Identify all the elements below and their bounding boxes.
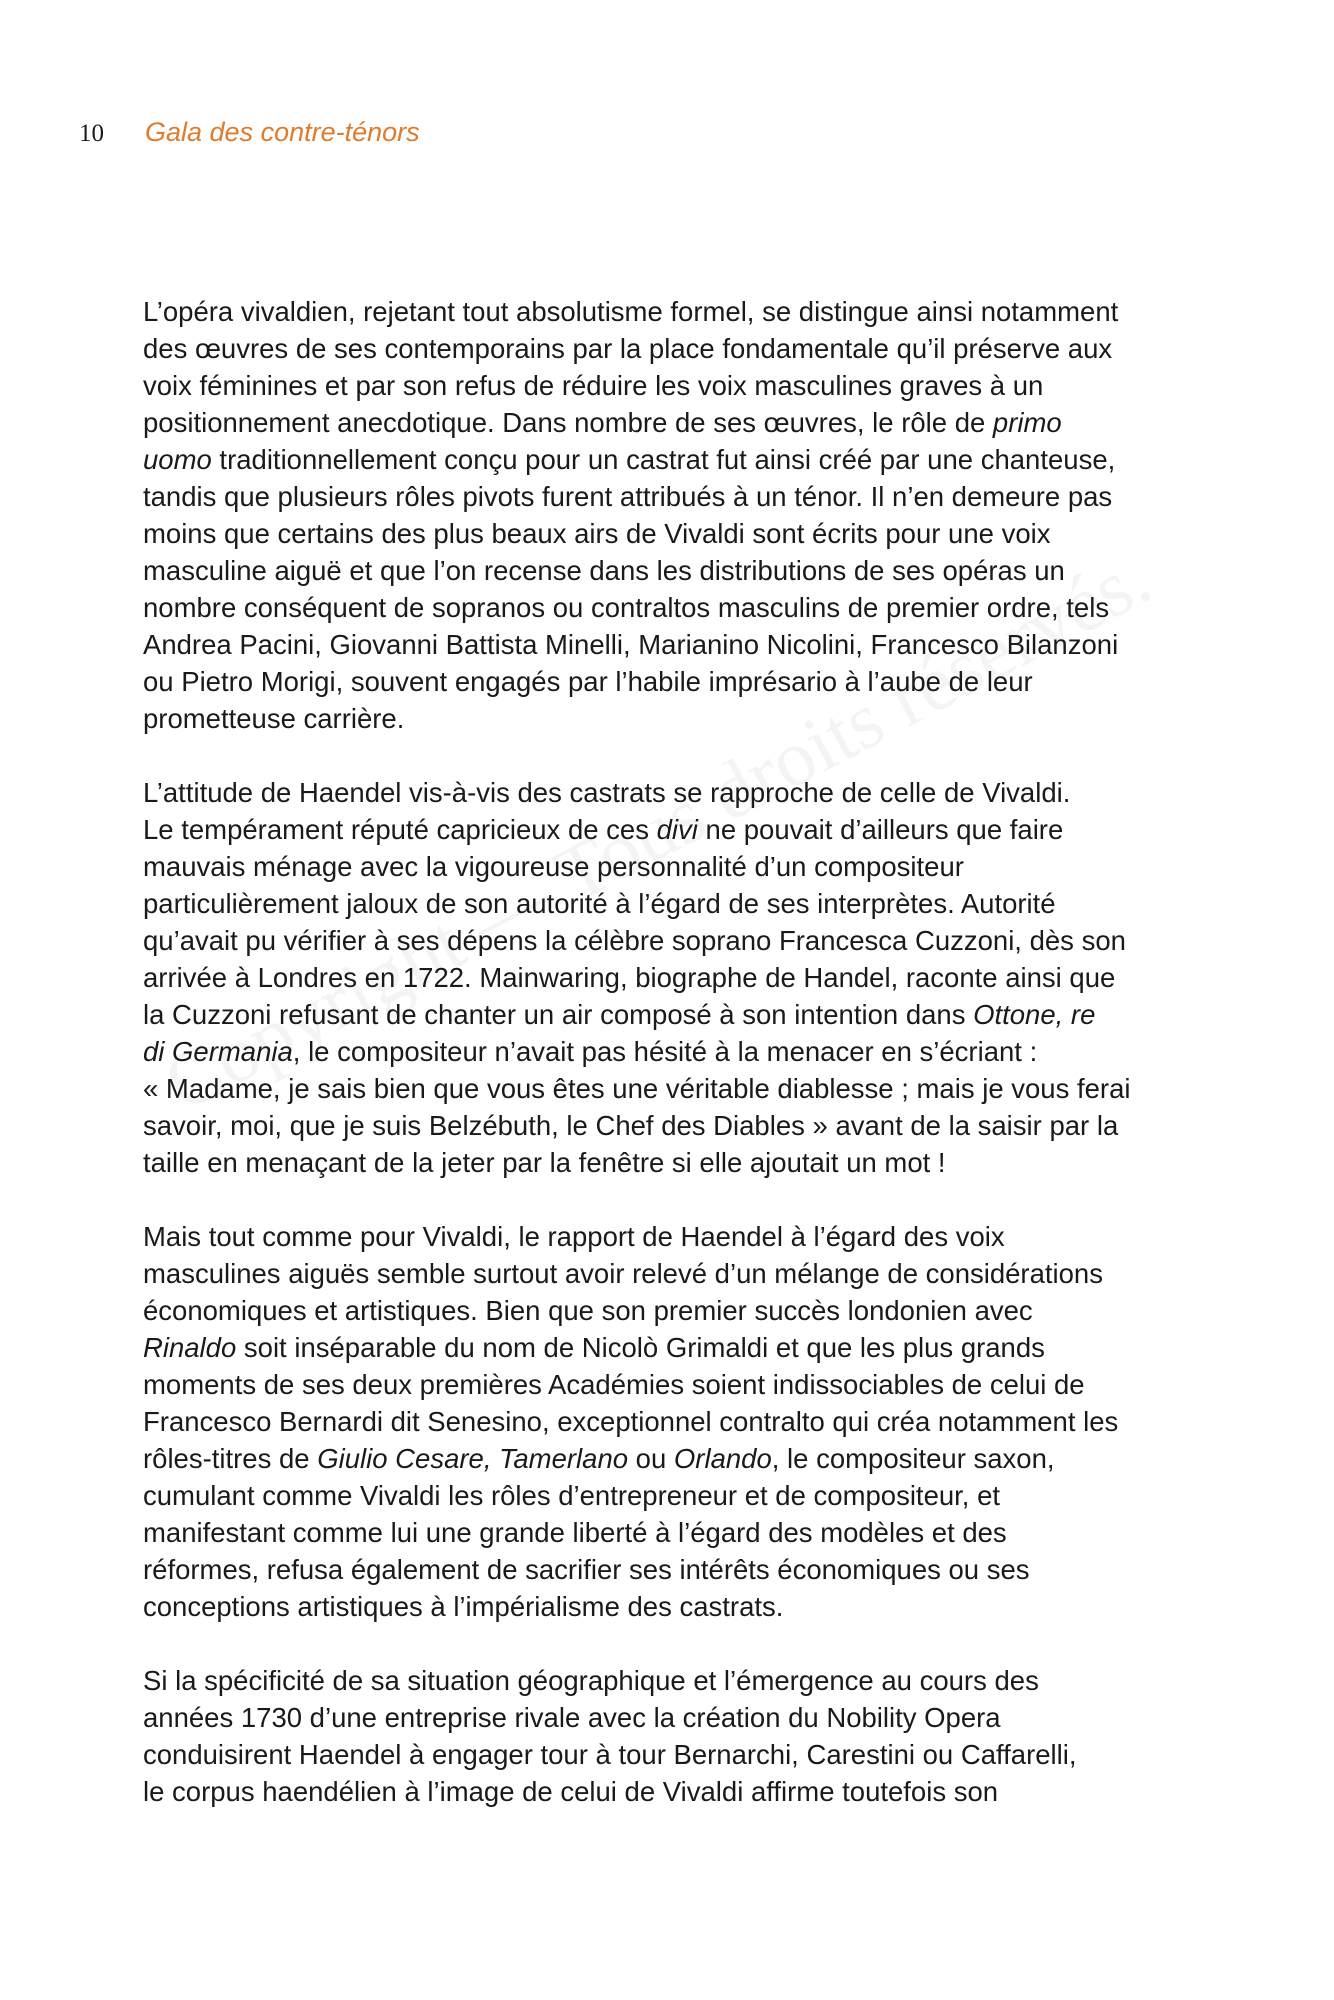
text-run: nombre conséquent de sopranos ou contraltos masculins de premier ordre, tels	[143, 592, 1110, 623]
body-text	[143, 293, 1193, 1847]
text-run: moins que certains des plus beaux airs de Vivaldi sont écrits pour une voix	[143, 518, 1051, 549]
text-line	[143, 1403, 1193, 1440]
text-run: la Cuzzoni refusant de chanter un air composé à son intention dans	[143, 999, 974, 1030]
text-run: années 1730 d’une entreprise rivale avec la création du Nobility Opera	[143, 1702, 1001, 1733]
running-title: Gala des contre-ténors	[145, 117, 420, 147]
text-line	[143, 959, 1193, 996]
italic-text: Giulio Cesare, Tamerlano	[317, 1443, 629, 1474]
text-run: particulièrement jaloux de son autorité à l’égard de ses interprètes. Autorité	[143, 888, 1056, 919]
italic-text: di Germania	[143, 1036, 293, 1067]
text-line	[143, 1070, 1193, 1107]
text-line	[143, 478, 1193, 515]
text-run: qu’avait pu vérifier à ses dépens la célèbre soprano Francesca Cuzzoni, dès son	[143, 925, 1126, 956]
text-run: cumulant comme Vivaldi les rôles d’entrepreneur et de compositeur, et	[143, 1480, 1001, 1511]
text-run: Andrea Pacini, Giovanni Battista Minelli, Marianino Nicolini, Francesco Bilanzoni	[143, 629, 1119, 660]
text-line	[143, 1588, 1193, 1625]
text-run: ne pouvait d’ailleurs que faire	[697, 814, 1064, 845]
text-line	[143, 589, 1193, 626]
text-run: ou	[628, 1443, 674, 1474]
text-run: soit inséparable du nom de Nicolò Grimaldi et que les plus grands	[236, 1332, 1045, 1363]
text-line	[143, 922, 1193, 959]
text-run: , le compositeur saxon,	[771, 1443, 1055, 1474]
text-line	[143, 1477, 1193, 1514]
page-header	[79, 116, 420, 150]
text-run: masculines aiguës semble surtout avoir relevé d’un mélange de considérations	[143, 1258, 1103, 1289]
text-run: le corpus haendélien à l’image de celui de Vivaldi affirme toutefois son	[143, 1776, 999, 1807]
italic-text: primo	[992, 407, 1062, 438]
text-line	[143, 1255, 1193, 1292]
text-run: L’opéra vivaldien, rejetant tout absolutisme formel, se distingue ainsi notamment	[143, 296, 1119, 327]
text-run: savoir, moi, que je suis Belzébuth, le Chef des Diables » avant de la saisir par la	[143, 1110, 1119, 1141]
text-line	[143, 1514, 1193, 1551]
text-run: masculine aiguë et que l’on recense dans les distributions de ses opéras un	[143, 555, 1065, 586]
text-run: des œuvres de ses contemporains par la place fondamentale qu’il préserve aux	[143, 333, 1113, 364]
text-line	[143, 515, 1193, 552]
text-run: taille en menaçant de la jeter par la fenêtre si elle ajoutait un mot !	[143, 1147, 946, 1178]
paragraph-3	[143, 1218, 1193, 1625]
text-run: rôles-titres de	[143, 1443, 318, 1474]
text-line	[143, 700, 1193, 737]
text-line	[143, 1662, 1193, 1699]
text-line	[143, 1551, 1193, 1588]
text-run: conceptions artistiques à l’impérialisme des castrats.	[143, 1591, 784, 1622]
text-line	[143, 1033, 1193, 1070]
text-run: prometteuse carrière.	[143, 703, 405, 734]
text-line	[143, 774, 1193, 811]
text-run: traditionnellement conçu pour un castrat fut ainsi créé par une chanteuse,	[211, 444, 1116, 475]
text-line	[143, 1218, 1193, 1255]
text-run: Mais tout comme pour Vivaldi, le rapport de Haendel à l’égard des voix	[143, 1221, 1005, 1252]
italic-text: Ottone, re	[973, 999, 1096, 1030]
italic-text: divi	[656, 814, 698, 845]
text-line	[143, 1736, 1193, 1773]
text-run: réformes, refusa également de sacrifier ses intérêts économiques ou ses	[143, 1554, 1030, 1585]
text-line	[143, 663, 1193, 700]
text-run: Francesco Bernardi dit Senesino, exceptionnel contralto qui créa notamment les	[143, 1406, 1119, 1437]
text-line	[143, 996, 1193, 1033]
paragraph-4	[143, 1662, 1193, 1810]
text-line	[143, 1292, 1193, 1329]
text-run: manifestant comme lui une grande liberté à l’égard des modèles et des	[143, 1517, 1007, 1548]
text-line	[143, 1329, 1193, 1366]
text-run: « Madame, je sais bien que vous êtes une véritable diablesse ; mais je vous ferai	[143, 1073, 1131, 1104]
text-line	[143, 404, 1193, 441]
text-line	[143, 330, 1193, 367]
text-line	[143, 848, 1193, 885]
text-line	[143, 811, 1193, 848]
text-run: Si la spécificité de sa situation géographique et l’émergence au cours des	[143, 1665, 1039, 1696]
text-run: positionnement anecdotique. Dans nombre de ses œuvres, le rôle de	[143, 407, 993, 438]
text-line	[143, 626, 1193, 663]
text-run: tandis que plusieurs rôles pivots furent attribués à un ténor. Il n’en demeure pas	[143, 481, 1113, 512]
text-line	[143, 367, 1193, 404]
text-run: L’attitude de Haendel vis-à-vis des castrats se rapproche de celle de Vivaldi.	[143, 777, 1071, 808]
page-number: 10	[79, 120, 104, 147]
text-run: Le tempérament réputé capricieux de ces	[143, 814, 657, 845]
text-run: conduisirent Haendel à engager tour à tour Bernarchi, Carestini ou Caffarelli,	[143, 1739, 1077, 1770]
text-line	[143, 552, 1193, 589]
text-line	[143, 441, 1193, 478]
text-run: mauvais ménage avec la vigoureuse personnalité d’un compositeur	[143, 851, 964, 882]
paragraph-1	[143, 293, 1193, 737]
text-run: ou Pietro Morigi, souvent engagés par l’habile imprésario à l’aube de leur	[143, 666, 1033, 697]
text-line	[143, 1366, 1193, 1403]
text-line	[143, 1107, 1193, 1144]
paragraph-2	[143, 774, 1193, 1181]
text-run: arrivée à Londres en 1722. Mainwaring, biographe de Handel, raconte ainsi que	[143, 962, 1116, 993]
text-line	[143, 1773, 1193, 1810]
text-run: économiques et artistiques. Bien que son premier succès londonien avec	[143, 1295, 1033, 1326]
italic-text: Rinaldo	[143, 1332, 237, 1363]
text-line	[143, 1144, 1193, 1181]
text-line	[143, 293, 1193, 330]
text-run: , le compositeur n’avait pas hésité à la menacer en s’écriant :	[292, 1036, 1038, 1067]
text-line	[143, 1699, 1193, 1736]
italic-text: Orlando	[673, 1443, 772, 1474]
text-line	[143, 885, 1193, 922]
italic-text: uomo	[143, 444, 212, 475]
text-line	[143, 1440, 1193, 1477]
text-run: moments de ses deux premières Académies soient indissociables de celui de	[143, 1369, 1085, 1400]
text-run: voix féminines et par son refus de réduire les voix masculines graves à un	[143, 370, 1044, 401]
